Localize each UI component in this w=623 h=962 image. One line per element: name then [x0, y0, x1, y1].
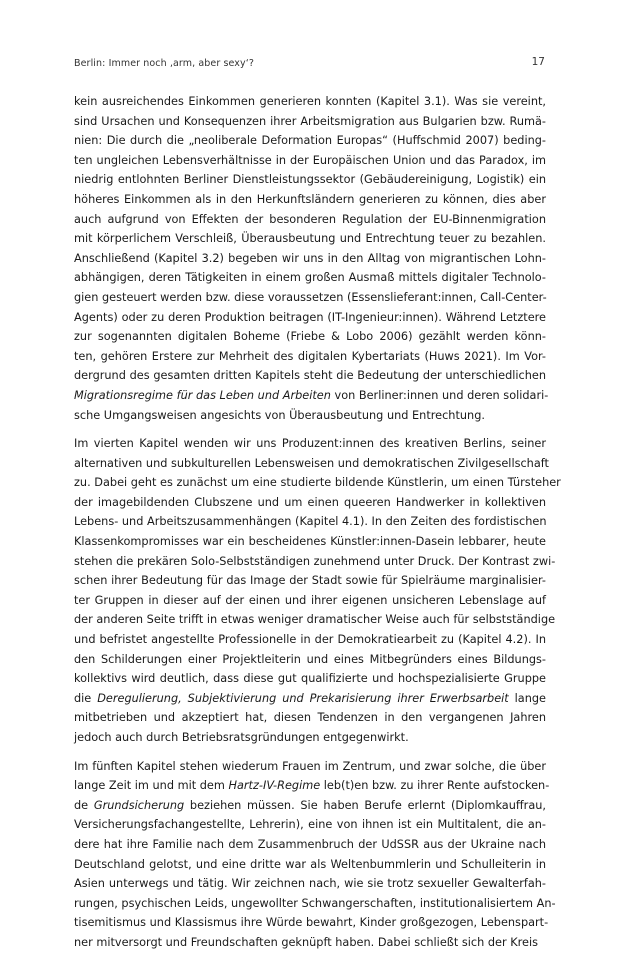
italic-term: Hartz-IV-Regime	[228, 779, 321, 793]
text-segment: abhängigen, deren Tätigkeiten in einem großen Ausmaß mittels digitaler Technolo-	[74, 271, 546, 285]
text-line	[74, 190, 546, 210]
italic-term: Grundsicherung	[93, 798, 185, 812]
text-line	[74, 650, 546, 670]
text-line	[74, 933, 546, 953]
text-segment: zu. Dabei geht es zunächst um eine studierte bildende Künstlerin, um einen Türsteher	[74, 476, 561, 490]
text-body	[74, 92, 561, 962]
text-line	[74, 386, 549, 406]
text-segment: ner mitversorgt und Freundschaften geknüpft haben. Dabei schließt sich der Kreis	[74, 935, 539, 949]
text-line	[74, 473, 561, 493]
italic-term: Migrationsregime für das Leben und Arbeiten	[74, 388, 331, 402]
text-segment: höheres Einkommen als in den Herkunftsländern generieren zu können, dies aber	[74, 192, 546, 206]
text-line	[74, 288, 546, 308]
text-segment: mitbetrieben und akzeptiert hat, diesen Tendenzen in den vergangenen Jahren	[74, 711, 546, 725]
text-segment: von Berliner:innen und deren solidari-	[330, 388, 549, 402]
text-segment: de	[74, 798, 94, 812]
text-segment: dere hat ihre Familie nach dem Zusammenbruch der UdSSR aus der Ukraine nach	[74, 837, 546, 851]
text-segment: ten, gehören Erstere zur Mehrheit des digitalen Kybertariats (Huws 2021). Im Vor-	[74, 349, 546, 363]
text-segment: Lebens- und Arbeitszusammenhängen (Kapitel 4.1). In den Zeiten des fordistischen	[74, 515, 547, 529]
text-segment: Anschließend (Kapitel 3.2) begeben wir uns in den Alltag von migrantischen Lohn-	[74, 251, 546, 265]
text-line	[74, 347, 546, 367]
text-segment: mit körperlichem Verschleiß, Überausbeutung und Entrechtung teuer zu bezahlen.	[74, 232, 546, 246]
text-segment: tisemitismus und Klassismus ihre Würde bewahrt, Kinder großgezogen, Lebenspart-	[74, 916, 549, 930]
running-head: Berlin: Immer noch ‚arm, aber sexy‘?	[74, 58, 254, 69]
text-line	[74, 406, 546, 426]
text-segment: lange Zeit im und mit dem	[74, 779, 229, 793]
text-segment: ter Gruppen in dieser auf der einen und ihrer eigenen unsicheren Lebenslage auf	[74, 593, 546, 607]
text-segment: sche Umgangsweisen angesichts von Überausbeutung und Entrechtung.	[74, 408, 485, 422]
text-line	[74, 630, 546, 650]
text-line	[74, 131, 546, 151]
text-line	[74, 366, 546, 386]
text-line	[74, 913, 549, 933]
paragraph	[74, 757, 556, 953]
paragraph	[74, 92, 549, 425]
text-segment: rungen, psychischen Leids, ungewollter Schwangerschaften, institutionalisiertem An-	[74, 896, 556, 910]
text-line	[74, 327, 546, 347]
text-segment: ten ungleichen Lebensverhältnisse in der Europäischen Union und das Paradox, im	[74, 153, 546, 167]
text-segment: kollektivs wird deutlich, dass diese gut qualifizierte und hochspezialisierte Gruppe	[74, 672, 546, 686]
text-segment: lange	[508, 691, 546, 705]
text-line	[74, 894, 556, 914]
text-line	[74, 874, 546, 894]
text-segment: niedrig entlohnten Berliner Dienstleistungssektor (Gebäudereinigung, Logistik) ein	[74, 173, 546, 187]
text-segment: auch aufgrund von Effekten der besonderen Regulation der EU-Binnenmigration	[74, 212, 546, 226]
text-line	[74, 170, 546, 190]
text-line	[74, 268, 546, 288]
text-line	[74, 815, 546, 835]
text-line	[74, 92, 546, 112]
text-line	[74, 308, 546, 328]
text-segment: Im vierten Kapitel wenden wir uns Produzent:innen des kreativen Berlins, seiner	[74, 437, 546, 451]
text-line	[74, 493, 546, 513]
text-segment: beziehen müssen. Sie haben Berufe erlernt (Diplomkauffrau,	[184, 798, 546, 812]
text-segment: Deutschland gelotst, und eine dritte war als Weltenbummlerin und Schulleiterin in	[74, 857, 546, 871]
text-line	[74, 669, 546, 689]
page-number: 17	[531, 56, 545, 68]
text-line	[74, 610, 556, 630]
text-line	[74, 434, 546, 454]
text-line	[74, 532, 546, 552]
text-segment: leb(t)en bzw. zu ihrer Rente aufstocken-	[320, 779, 550, 793]
text-segment: sind Ursachen und Konsequenzen ihrer Arbeitsmigration aus Bulgarien bzw. Rumä-	[74, 114, 546, 128]
text-line	[74, 835, 546, 855]
text-line	[74, 552, 556, 572]
text-line	[74, 689, 546, 709]
text-segment: Agents) oder zu deren Produktion beitragen (IT-Ingenieur:innen). Während Letztere	[74, 310, 546, 324]
text-segment: und befristet angestellte Professionelle in der Demokratiearbeit zu (Kapitel 4.2). In	[74, 633, 546, 647]
text-segment: der anderen Seite trifft in etwas weniger dramatischer Weise auch für selbstständige	[74, 613, 556, 627]
text-line	[74, 591, 546, 611]
text-segment: alternativen und subkulturellen Lebensweisen und demokratischen Zivilgesellschaft	[74, 456, 549, 470]
text-line	[74, 112, 546, 132]
italic-term: Deregulierung, Subjektivierung und Prekarisierung ihrer Erwerbsarbeit	[97, 691, 509, 705]
text-line	[74, 454, 549, 474]
text-segment: der imagebildenden Clubszene und um einen queeren Handwerker in kollektiven	[74, 495, 546, 509]
text-line	[74, 249, 546, 269]
text-segment: nien: Die durch die „neoliberale Deformation Europas“ (Huffschmid 2007) beding-	[74, 134, 546, 148]
text-line	[74, 728, 546, 748]
text-line	[74, 229, 546, 249]
text-segment: zur sogenannten digitalen Boheme (Friebe & Lobo 2006) gezählt werden könn-	[74, 330, 546, 344]
text-segment: Asien unterwegs und tätig. Wir zeichnen nach, wie sie trotz sexueller Gewalterfah-	[74, 877, 546, 891]
text-segment: den Schilderungen einer Projektleiterin und eines Mitbegründers eines Bildungs-	[74, 652, 546, 666]
text-segment: stehen die prekären Solo-Selbstständigen zunehmend unter Druck. Der Kontrast zwi-	[74, 554, 556, 568]
text-line	[74, 776, 550, 796]
text-segment: Versicherungsfachangestellte, Lehrerin), eine von ihnen ist ein Multitalent, die an-	[74, 818, 546, 832]
text-line	[74, 571, 546, 591]
text-segment: Im fünften Kapitel stehen wiederum Frauen im Zentrum, und zwar solche, die über	[74, 759, 546, 773]
text-line	[74, 757, 546, 777]
text-segment: kein ausreichendes Einkommen generieren konnten (Kapitel 3.1). Was sie vereint,	[74, 95, 546, 108]
text-segment: die	[74, 691, 98, 705]
paragraph	[74, 434, 561, 748]
text-segment: dergrund des gesamten dritten Kapitels steht die Bedeutung der unterschiedlichen	[74, 369, 546, 383]
text-segment: gien gesteuert werden bzw. diese voraussetzen (Essenslieferant:innen, Call-Center-	[74, 290, 547, 304]
text-line	[74, 210, 546, 230]
text-line	[74, 708, 546, 728]
text-segment: jedoch auch durch Betriebsratsgründungen entgegenwirkt.	[74, 731, 409, 744]
text-segment: Klassenkompromisses war ein bescheidenes Künstler:innen-Dasein lebbarer, heute	[74, 535, 546, 549]
text-line	[74, 796, 546, 816]
text-line	[74, 151, 546, 171]
text-line	[74, 512, 546, 532]
text-line	[74, 855, 546, 875]
text-segment: schen ihrer Bedeutung für das Image der Stadt sowie für Spielräume marginalisier-	[74, 574, 546, 588]
